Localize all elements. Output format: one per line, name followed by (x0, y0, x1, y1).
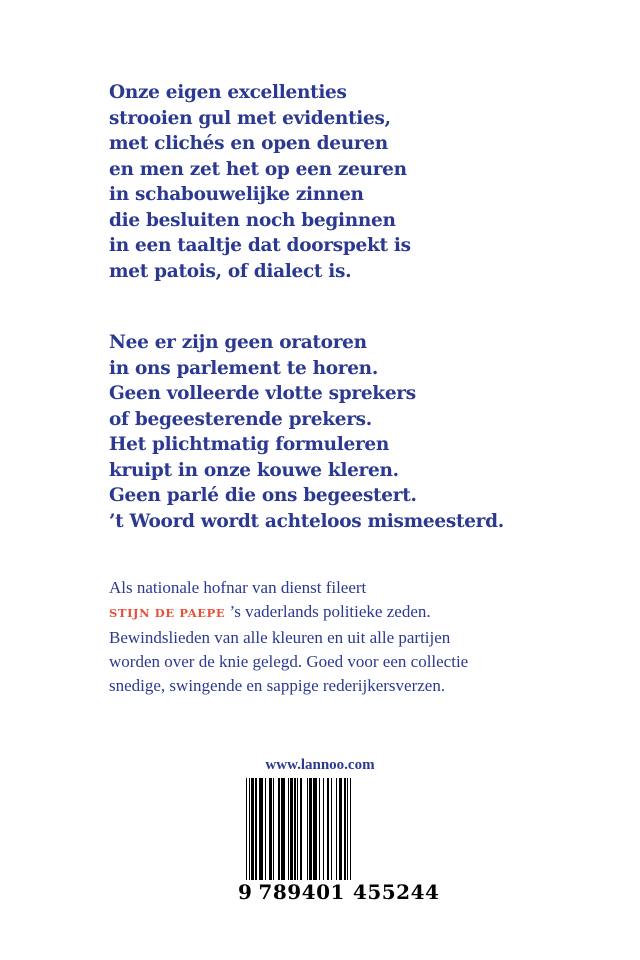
poem-line: die besluiten noch beginnen (109, 209, 396, 231)
poem-line: Het plichtmatig formuleren (109, 434, 390, 455)
poem-stanza-2 (109, 330, 504, 534)
book-blurb (109, 576, 468, 698)
poem-line: Geen volleerde vlotte sprekers (109, 383, 416, 404)
poem-line: in ons parlement te horen. (109, 357, 378, 379)
poem-line: met patois, of dialect is. (109, 260, 352, 282)
isbn-lead-digit: 9 (238, 880, 258, 904)
blurb-line: Bewindslieden van alle kleuren en uit alle partijen (109, 627, 451, 647)
poem-line: ’t Woord wordt achteloos mismeesterd. (109, 510, 504, 532)
poem-line: strooien gul met evidenties, (109, 107, 391, 129)
blurb-text: ’s vaderlands politieke zeden. (225, 602, 431, 622)
poem-line: kruipt in onze kouwe kleren. (109, 459, 399, 481)
publisher-url: www.lannoo.com (265, 757, 375, 773)
poem-line: met clichés en open deuren (109, 133, 388, 154)
poem-line: en men zet het op een zeuren (109, 158, 407, 180)
blurb-line (109, 600, 468, 625)
blurb-line: worden over de knie gelegd. Goed voor een collectie (109, 651, 469, 671)
isbn-barcode (246, 778, 396, 896)
isbn-number (236, 880, 441, 904)
poem-line: Onze eigen excellenties (109, 82, 347, 103)
poem-line: in schabouwelijke zinnen (109, 184, 364, 205)
poem-line: Nee er zijn geen oratoren (109, 332, 367, 353)
poem-line: of begeesterende prekers. (109, 408, 372, 430)
author-name: STIJN DE PAEPE (109, 606, 226, 621)
blurb-line: Als nationale hofnar van dienst fileert (109, 578, 367, 597)
poem-stanza-1 (109, 80, 411, 284)
poem-line: in een taaltje dat doorspekt is (109, 235, 411, 256)
isbn-group-1: 789401 (258, 880, 345, 904)
isbn-group-2: 455244 (352, 880, 440, 904)
poem-line: Geen parlé die ons begeestert. (109, 485, 417, 506)
blurb-line: snedige, swingende en sappige rederijkersverzen. (109, 676, 446, 696)
barcode-gap (351, 778, 352, 888)
